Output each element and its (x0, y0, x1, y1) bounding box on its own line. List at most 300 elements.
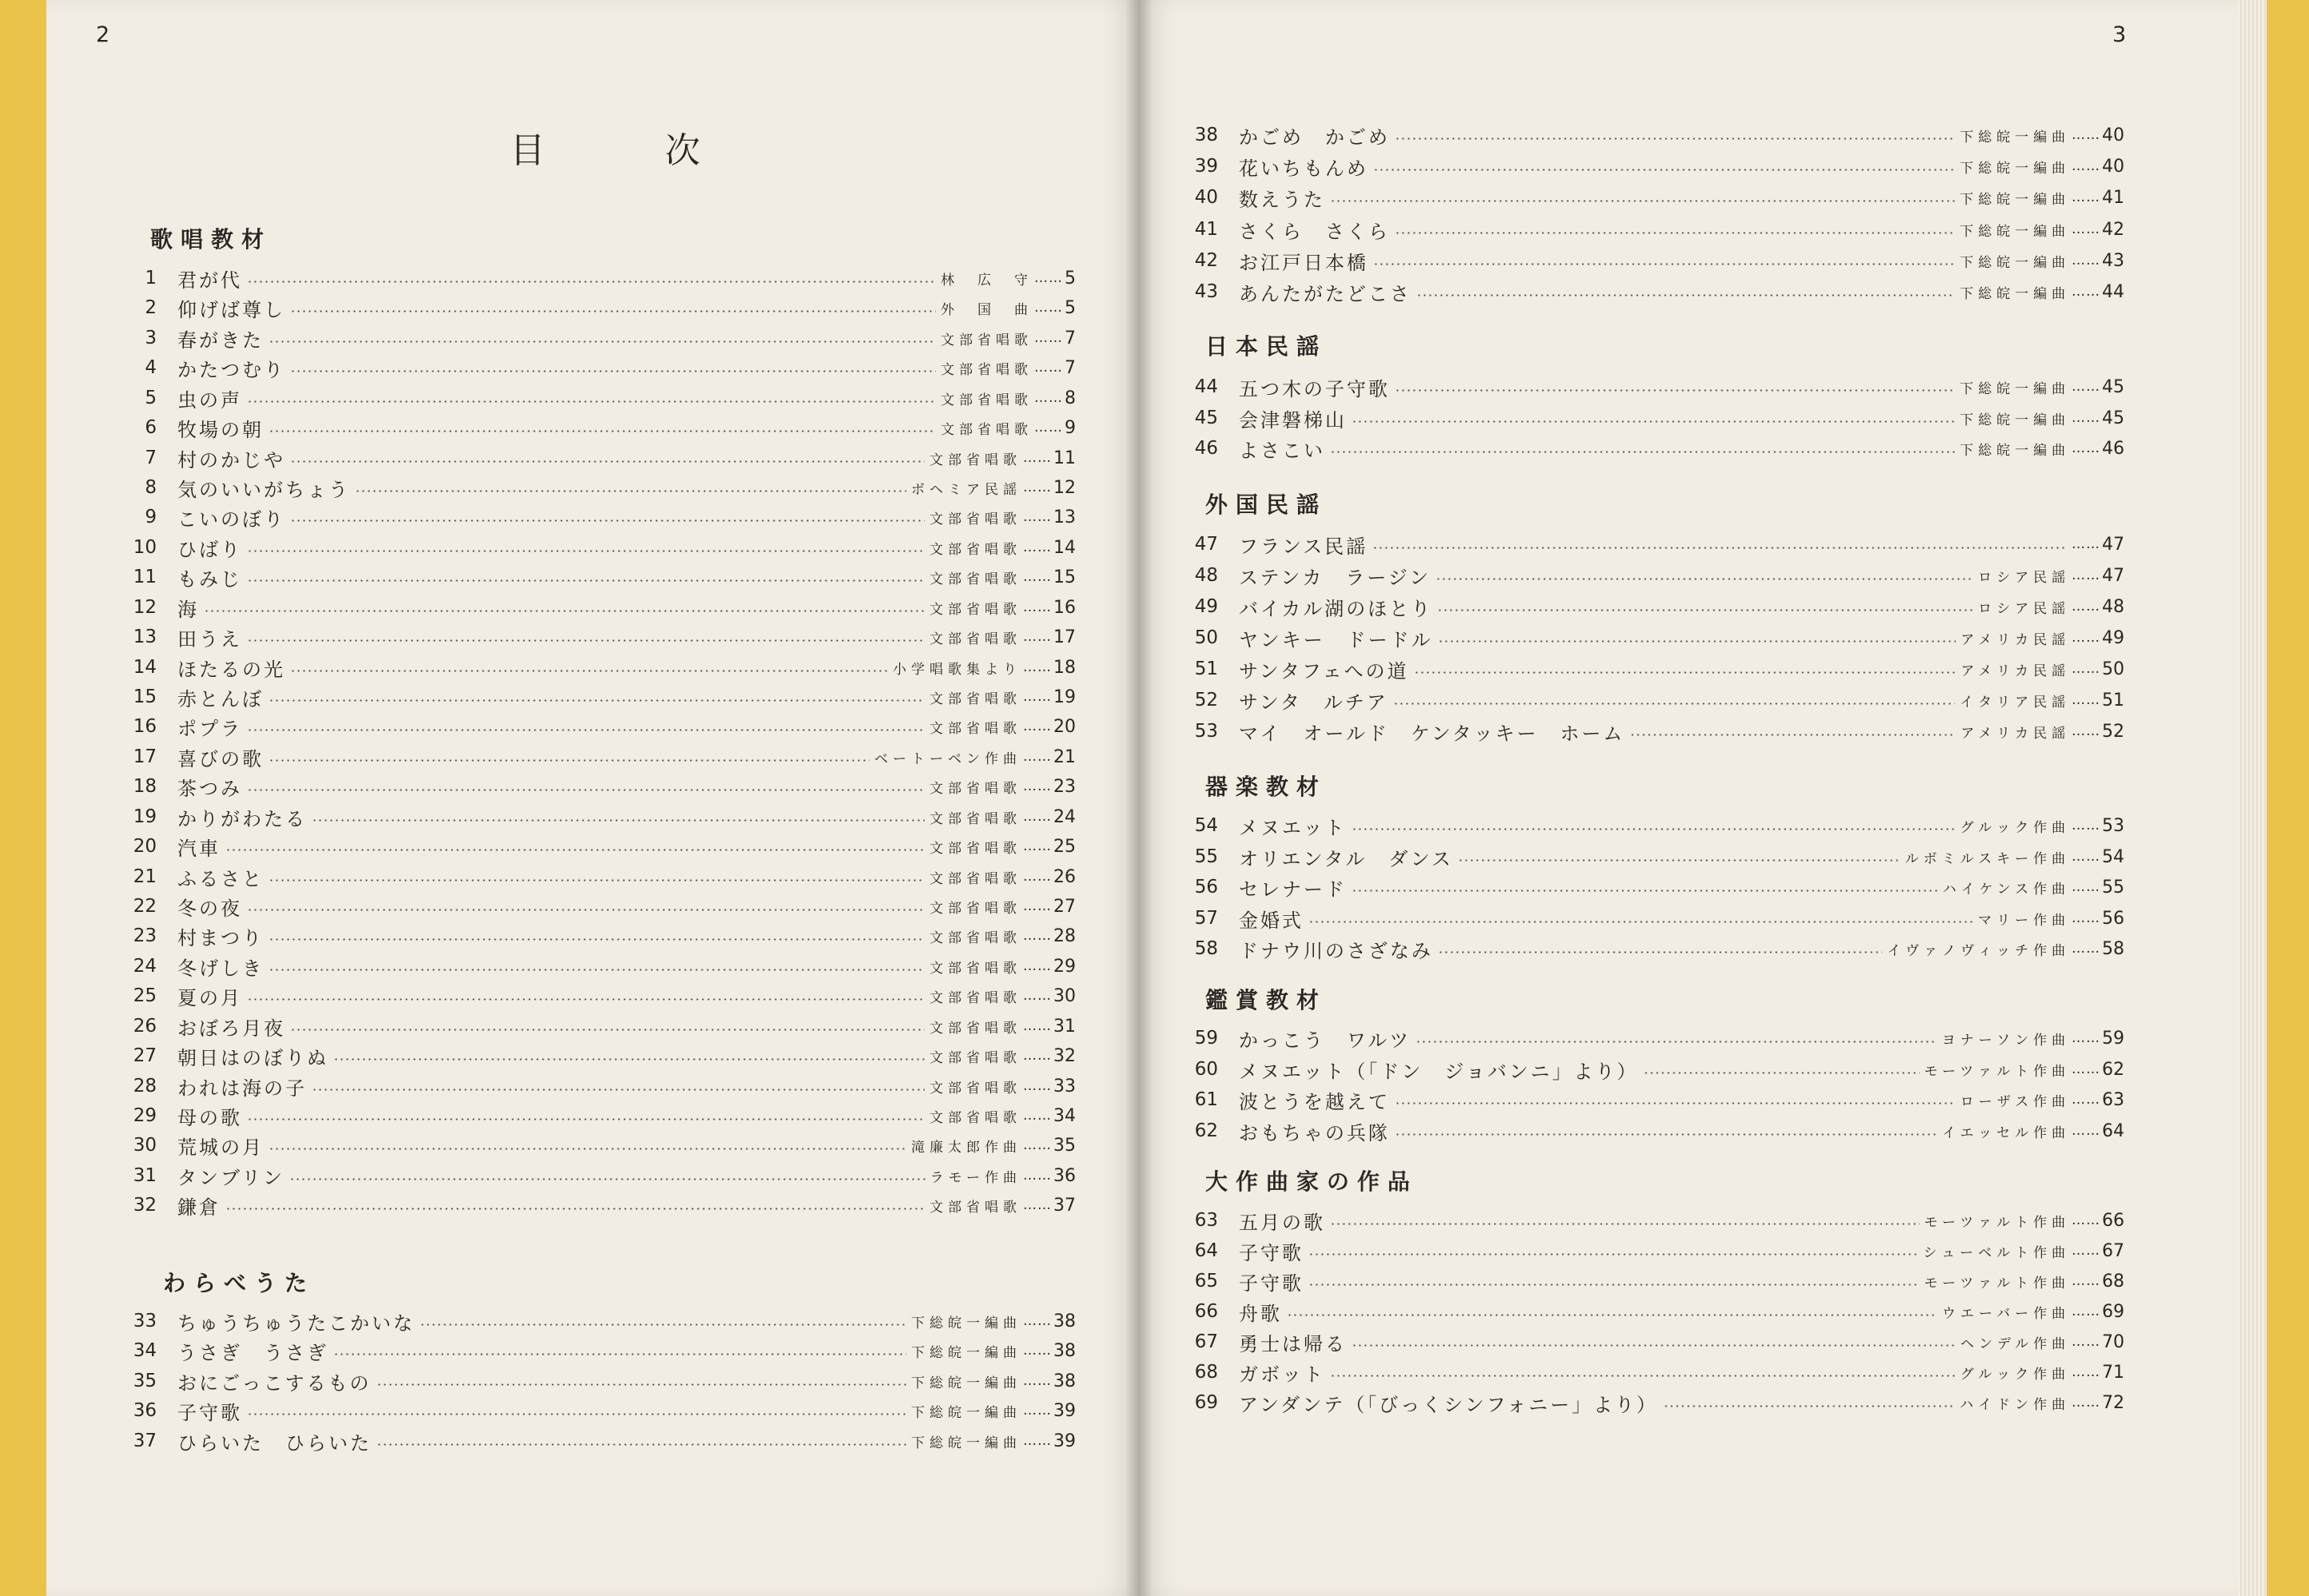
dot-leader (1308, 921, 1973, 923)
entry-composer: ボヘミア民謡 (911, 481, 1021, 498)
toc-entry (123, 831, 1076, 862)
entry-title: 村まつり (177, 926, 264, 949)
entry-composer: 文部省唱歌 (930, 1020, 1021, 1037)
entry-number: 31 (133, 1165, 157, 1186)
entry-composer: ロシア民謡 (1978, 569, 2070, 586)
dot-leader (1330, 1223, 1920, 1225)
entry-page-number: 40 (2102, 156, 2124, 177)
page-dots: …… (1023, 958, 1052, 974)
dot-leader (1458, 859, 1900, 862)
entry-composer: 文部省唱歌 (930, 691, 1021, 707)
entry-number: 60 (1194, 1059, 1218, 1080)
entry-page-number: 70 (2102, 1331, 2124, 1352)
section-heading: 器楽教材 (1205, 774, 1328, 800)
page-dots: …… (2072, 818, 2100, 834)
entry-composer: 文部省唱歌 (930, 1080, 1021, 1097)
page-dots: …… (1023, 869, 1052, 885)
dot-leader (290, 460, 925, 463)
entry-number: 50 (1194, 627, 1218, 648)
entry-page-number: 14 (1053, 537, 1076, 558)
entry-number: 63 (1194, 1210, 1218, 1231)
entry-page-number: 38 (1053, 1311, 1076, 1331)
entry-page-number: 27 (1053, 896, 1076, 917)
entry-page-number: 63 (2102, 1089, 2124, 1110)
page-number-right: 3 (2112, 22, 2127, 47)
dot-leader (247, 550, 925, 552)
entry-title: 鎌倉 (177, 1196, 221, 1219)
toc-entry (1184, 1327, 2124, 1357)
entry-title: ふるさと (177, 867, 264, 890)
entry-number: 26 (133, 1016, 157, 1037)
page-dots: …… (2072, 599, 2100, 615)
dot-leader (247, 729, 925, 731)
toc-entry (123, 1011, 1076, 1041)
dot-leader (269, 1148, 906, 1150)
toc-entry (1184, 182, 2124, 213)
entry-composer: 文部省唱歌 (930, 840, 1021, 857)
toc-entry (1184, 1116, 2124, 1146)
toc-entry (1184, 685, 2124, 715)
page-dots: …… (2072, 1092, 2100, 1108)
toc-entry (1184, 1266, 2124, 1296)
page-dots: …… (1023, 1403, 1052, 1419)
entry-page-number: 67 (2102, 1240, 2124, 1261)
toc-entry (1184, 1296, 2124, 1327)
dot-leader (225, 1208, 925, 1210)
entry-title: メヌエット（「ドン ジョバンニ」より） (1239, 1060, 1639, 1083)
entry-title: 春がきた (177, 328, 264, 352)
entry-composer: 下総皖一編曲 (911, 1435, 1021, 1451)
entry-page-number: 42 (2102, 219, 2124, 240)
dot-leader (1308, 1284, 1920, 1286)
entry-page-number: 66 (2102, 1210, 2124, 1231)
toc-entry (123, 981, 1076, 1011)
entry-composer: マリー作曲 (1978, 912, 2070, 929)
toc-entry (123, 862, 1076, 892)
entry-title: かりがわたる (177, 807, 307, 830)
entry-title: 茶つみ (177, 777, 242, 800)
dot-leader (247, 909, 925, 911)
dot-leader (290, 1029, 925, 1031)
entry-number: 10 (133, 537, 157, 558)
entry-number: 65 (1194, 1271, 1218, 1292)
entry-composer: モーツァルト作曲 (1924, 1275, 2070, 1292)
entry-title: サンタフェへの道 (1239, 659, 1409, 683)
dot-leader (1414, 671, 1957, 674)
toc-entry (123, 1335, 1076, 1366)
page-dots: …… (1023, 480, 1052, 496)
entry-title: オリエンタル ダンス (1239, 847, 1454, 870)
entry-number: 54 (1194, 815, 1218, 836)
toc-entry (1184, 1054, 2124, 1085)
toc-entry (123, 1306, 1076, 1336)
entry-number: 62 (1194, 1120, 1218, 1141)
entry-page-number: 71 (2102, 1362, 2124, 1383)
page-dots: …… (2072, 661, 2100, 677)
entry-title: あんたがたどこさ (1239, 282, 1411, 305)
entry-number: 28 (133, 1076, 157, 1097)
entry-number: 49 (1194, 596, 1218, 617)
page-dots: …… (2072, 1395, 2100, 1411)
toc-entry (123, 951, 1076, 981)
entry-title: 子守歌 (177, 1401, 242, 1424)
entry-page-number: 28 (1053, 925, 1076, 946)
entry-composer: 文部省唱歌 (930, 541, 1021, 558)
toc-entry (1184, 1236, 2124, 1266)
entry-page-number: 35 (1053, 1135, 1076, 1156)
toc-entry (123, 1160, 1076, 1191)
toc-entry (1184, 403, 2124, 433)
entry-title: 勇士は帰る (1239, 1332, 1347, 1355)
entry-number: 53 (1194, 721, 1218, 742)
entry-title: ほたるの光 (177, 658, 285, 681)
page-dots: …… (2072, 189, 2100, 205)
entry-page-number: 45 (2102, 408, 2124, 428)
entry-page-number: 47 (2102, 565, 2124, 586)
entry-composer: イヴァノヴィッチ作曲 (1887, 942, 2070, 959)
entry-page-number: 32 (1053, 1045, 1076, 1066)
entry-number: 24 (133, 956, 157, 977)
entry-number: 22 (133, 896, 157, 917)
dot-leader (355, 490, 906, 492)
dot-leader (225, 849, 925, 851)
entry-number: 30 (133, 1135, 157, 1156)
toc-entry (123, 352, 1076, 383)
entry-number: 13 (133, 627, 157, 647)
entry-composer: アメリカ民謡 (1961, 725, 2070, 742)
entry-composer: グルック作曲 (1960, 1366, 2070, 1383)
toc-entry (1184, 1023, 2124, 1053)
toc-entry (123, 1041, 1076, 1071)
entry-title: もみじ (177, 567, 242, 591)
entry-composer: 下総皖一編曲 (1960, 285, 2070, 302)
entry-composer: 文部省唱歌 (930, 900, 1021, 917)
entry-composer: ヨナーソン作曲 (1941, 1032, 2070, 1049)
dot-leader (290, 370, 936, 372)
toc-entry (123, 1426, 1076, 1456)
dot-leader (1395, 137, 1955, 140)
dot-leader (1435, 578, 1973, 580)
entry-composer: 文部省唱歌 (941, 421, 1033, 438)
page-dots: …… (2072, 941, 2100, 957)
toc-entry (123, 1190, 1076, 1220)
section-heading: 日本民謡 (1205, 333, 1328, 360)
page-dots: …… (2072, 1334, 2100, 1350)
entry-composer: アメリカ民謡 (1961, 663, 2070, 679)
entry-title: かっこう ワルツ (1239, 1029, 1411, 1052)
toc-entry (123, 562, 1076, 592)
toc-entry (123, 1071, 1076, 1101)
page-dots: …… (2072, 536, 2100, 552)
entry-page-number: 62 (2102, 1059, 2124, 1080)
entry-number: 36 (133, 1400, 157, 1421)
entry-title: 冬の夜 (177, 897, 242, 920)
entry-page-number: 29 (1053, 956, 1076, 977)
entry-composer: 滝廉太郎作曲 (911, 1139, 1021, 1156)
dot-leader (269, 430, 936, 432)
entry-page-number: 16 (1053, 597, 1076, 618)
page-number-left: 2 (96, 22, 110, 47)
entry-title: 喜びの歌 (177, 747, 264, 770)
toc-title: 目次 (510, 130, 820, 171)
entry-page-number: 68 (2102, 1271, 2124, 1292)
entry-number: 69 (1194, 1392, 1218, 1413)
toc-entry (1184, 842, 2124, 872)
entry-title: よさこい (1239, 439, 1325, 462)
entry-title: アンダンテ（「びっくシンフォニー」より） (1239, 1393, 1658, 1416)
entry-number: 46 (1194, 438, 1218, 459)
entry-number: 23 (133, 925, 157, 946)
page-dots: …… (1023, 689, 1052, 705)
entry-number: 3 (145, 328, 157, 348)
section-heading: 外国民謡 (1205, 492, 1328, 518)
dot-leader (289, 1178, 926, 1180)
entry-title: 荒城の月 (177, 1136, 264, 1159)
book-gutter (1125, 0, 1153, 1596)
toc-entry (1184, 151, 2124, 181)
toc-entry (123, 802, 1076, 832)
entry-number: 12 (133, 597, 157, 618)
dot-leader (1352, 828, 1956, 830)
page-dots: …… (1023, 539, 1052, 555)
entry-number: 4 (145, 357, 157, 378)
entry-title: 村のかじや (177, 448, 285, 472)
dot-leader (333, 1058, 925, 1061)
entry-title: ちゅうちゅうたこかいな (177, 1311, 415, 1335)
entry-number: 52 (1194, 690, 1218, 710)
entry-composer: ローザス作曲 (1960, 1093, 2070, 1110)
page-dots: …… (2072, 910, 2100, 926)
dot-leader (204, 610, 925, 612)
entry-composer: ウエーバー作曲 (1941, 1305, 2070, 1322)
entry-title: 母の歌 (177, 1106, 242, 1129)
page-dots: …… (1023, 1168, 1052, 1184)
page-dots: …… (1023, 718, 1052, 734)
toc-entry (1184, 372, 2124, 402)
entry-page-number: 49 (2102, 627, 2124, 648)
dot-leader (269, 969, 925, 971)
page-dots: …… (1023, 928, 1052, 944)
entry-composer: モーツァルト作曲 (1924, 1063, 2070, 1080)
entry-composer: 文部省唱歌 (930, 452, 1021, 468)
entry-page-number: 8 (1065, 388, 1076, 408)
dot-leader (269, 699, 925, 702)
entry-number: 44 (1194, 376, 1218, 397)
page-dots: …… (2072, 221, 2100, 237)
entry-number: 25 (133, 985, 157, 1006)
page-dots: …… (2072, 284, 2100, 300)
page-dots: …… (2072, 692, 2100, 708)
entry-page-number: 59 (2102, 1028, 2124, 1049)
entry-title: 海 (177, 598, 199, 621)
toc-entry (1184, 1357, 2124, 1387)
entry-composer: 下総皖一編曲 (911, 1375, 1021, 1391)
entry-page-number: 11 (1053, 448, 1076, 468)
entry-page-number: 7 (1065, 328, 1076, 348)
entry-title: 赤とんぼ (177, 687, 264, 710)
entry-number: 67 (1194, 1331, 1218, 1352)
entry-page-number: 50 (2102, 659, 2124, 679)
page-dots: …… (2072, 410, 2100, 426)
dot-leader (333, 1353, 906, 1355)
entry-number: 40 (1194, 187, 1218, 208)
toc-entry (123, 1366, 1076, 1396)
entry-title: 会津磐梯山 (1239, 408, 1347, 432)
toc-entry (123, 592, 1076, 623)
entry-title: さくら さくら (1239, 220, 1390, 243)
entry-title: 汽車 (177, 837, 221, 860)
entry-composer: 小学唱歌集より (893, 661, 1021, 678)
toc-entry (123, 263, 1076, 293)
page-dots: …… (2072, 1212, 2100, 1228)
dot-leader (247, 789, 925, 791)
dot-leader (247, 281, 936, 283)
entry-number: 14 (133, 657, 157, 678)
entry-page-number: 24 (1053, 806, 1076, 827)
page-dots: …… (1023, 1078, 1052, 1094)
page-dots: …… (1023, 838, 1052, 854)
entry-title: かたつむり (177, 358, 285, 381)
toc-entry (1184, 529, 2124, 559)
entry-composer: 下総皖一編曲 (1960, 160, 2070, 177)
entry-page-number: 17 (1053, 627, 1076, 647)
entry-page-number: 36 (1053, 1165, 1076, 1186)
dot-leader (1393, 702, 1955, 705)
dot-leader (1438, 951, 1882, 953)
page-dots: …… (1023, 1373, 1052, 1389)
entry-composer: ハイケンス作曲 (1942, 881, 2070, 898)
section-heading: 歌唱教材 (150, 226, 273, 253)
entry-composer: 文部省唱歌 (941, 332, 1033, 348)
entry-composer: 下総皖一編曲 (1960, 442, 2070, 459)
entry-title: 舟歌 (1239, 1302, 1282, 1325)
entry-title: 子守歌 (1239, 1272, 1304, 1295)
page-dots: …… (2072, 1273, 2100, 1289)
entry-number: 37 (133, 1431, 157, 1451)
page-dots: …… (2072, 1303, 2100, 1319)
entry-number: 15 (133, 687, 157, 707)
toc-entry (1184, 623, 2124, 653)
toc-entry (1184, 903, 2124, 933)
dot-leader (1395, 389, 1955, 392)
toc-entry (123, 412, 1076, 443)
entry-title: 波とうを越えて (1239, 1090, 1390, 1113)
entry-composer: 文部省唱歌 (930, 989, 1021, 1006)
entry-title: 仰げば尊し (177, 298, 285, 321)
entry-number: 9 (145, 507, 157, 527)
entry-page-number: 64 (2102, 1120, 2124, 1141)
entry-title: ポプラ (177, 717, 242, 740)
entry-page-number: 7 (1065, 357, 1076, 378)
dot-leader (1416, 294, 1955, 297)
page-dots: …… (1023, 599, 1052, 615)
dot-leader (376, 1383, 906, 1386)
entry-page-number: 38 (1053, 1340, 1076, 1361)
entry-number: 11 (133, 567, 157, 587)
page-dots: …… (1023, 778, 1052, 794)
entry-title: 気のいいがちょう (177, 478, 350, 501)
dot-leader (247, 579, 925, 582)
dot-leader (1373, 169, 1955, 171)
entry-composer: 文部省唱歌 (930, 1199, 1021, 1216)
toc-entry (123, 1395, 1076, 1426)
entry-page-number: 47 (2102, 534, 2124, 555)
entry-page-number: 19 (1053, 687, 1076, 707)
entry-composer: 下総皖一編曲 (911, 1315, 1021, 1331)
entry-page-number: 9 (1065, 417, 1076, 438)
page-dots: …… (2072, 158, 2100, 174)
dot-leader (290, 670, 888, 672)
page-dots: …… (1034, 360, 1063, 376)
entry-composer: 文部省唱歌 (930, 870, 1021, 887)
entry-page-number: 34 (1053, 1105, 1076, 1126)
entry-title: 君が代 (177, 269, 242, 292)
entry-page-number: 46 (2102, 438, 2124, 459)
page-dots: …… (1023, 629, 1052, 645)
entry-number: 8 (145, 477, 157, 498)
dot-leader (269, 938, 925, 941)
entry-page-number: 43 (2102, 250, 2124, 271)
section-heading: わらべうた (163, 1270, 316, 1296)
entry-number: 20 (133, 836, 157, 857)
dot-leader (247, 1118, 925, 1120)
toc-entry (1184, 810, 2124, 841)
page-dots: …… (2072, 127, 2100, 143)
entry-number: 68 (1194, 1362, 1218, 1383)
entry-page-number: 72 (2102, 1392, 2124, 1413)
toc-entry (123, 742, 1076, 772)
entry-composer: 外 国 曲 (941, 301, 1033, 318)
entry-number: 51 (1194, 659, 1218, 679)
entry-composer: ベートーベン作曲 (874, 750, 1021, 767)
entry-page-number: 69 (2102, 1301, 2124, 1322)
entry-page-number: 52 (2102, 721, 2124, 742)
toc-entry (1184, 591, 2124, 622)
entry-composer: 下総皖一編曲 (1960, 129, 2070, 145)
entry-title: 金婚式 (1239, 909, 1304, 932)
toc-entry (1184, 654, 2124, 684)
entry-number: 32 (133, 1195, 157, 1216)
entry-title: かごめ かごめ (1239, 125, 1390, 149)
dot-leader (420, 1323, 906, 1326)
entry-composer: 下総皖一編曲 (1960, 223, 2070, 240)
entry-composer: シューベルト作曲 (1923, 1244, 2070, 1261)
page-dots: …… (1034, 390, 1063, 406)
dot-leader (290, 519, 925, 522)
entry-page-number: 58 (2102, 938, 2124, 959)
dot-leader (1330, 1375, 1956, 1377)
entry-composer: 文部省唱歌 (930, 571, 1021, 587)
entry-composer: グルック作曲 (1960, 819, 2070, 836)
entry-composer: ヘンデル作曲 (1960, 1335, 2070, 1352)
entry-title: 虫の声 (177, 388, 242, 412)
entry-title: 五つ木の子守歌 (1239, 377, 1390, 400)
page-dots: …… (1023, 1108, 1052, 1124)
entry-composer: 文部省唱歌 (930, 631, 1021, 647)
dot-leader (1308, 1253, 1918, 1256)
entry-number: 43 (1194, 281, 1218, 302)
entry-composer: ラモー作曲 (930, 1169, 1021, 1186)
toc-entry (123, 711, 1076, 742)
toc-entry (123, 921, 1076, 951)
toc-entry (1184, 277, 2124, 307)
entry-number: 18 (133, 776, 157, 797)
entry-page-number: 56 (2102, 908, 2124, 929)
dot-leader (1438, 640, 1956, 643)
page-dots: …… (2072, 1243, 2100, 1259)
entry-number: 1 (145, 268, 157, 289)
page-dots: …… (2072, 1030, 2100, 1046)
